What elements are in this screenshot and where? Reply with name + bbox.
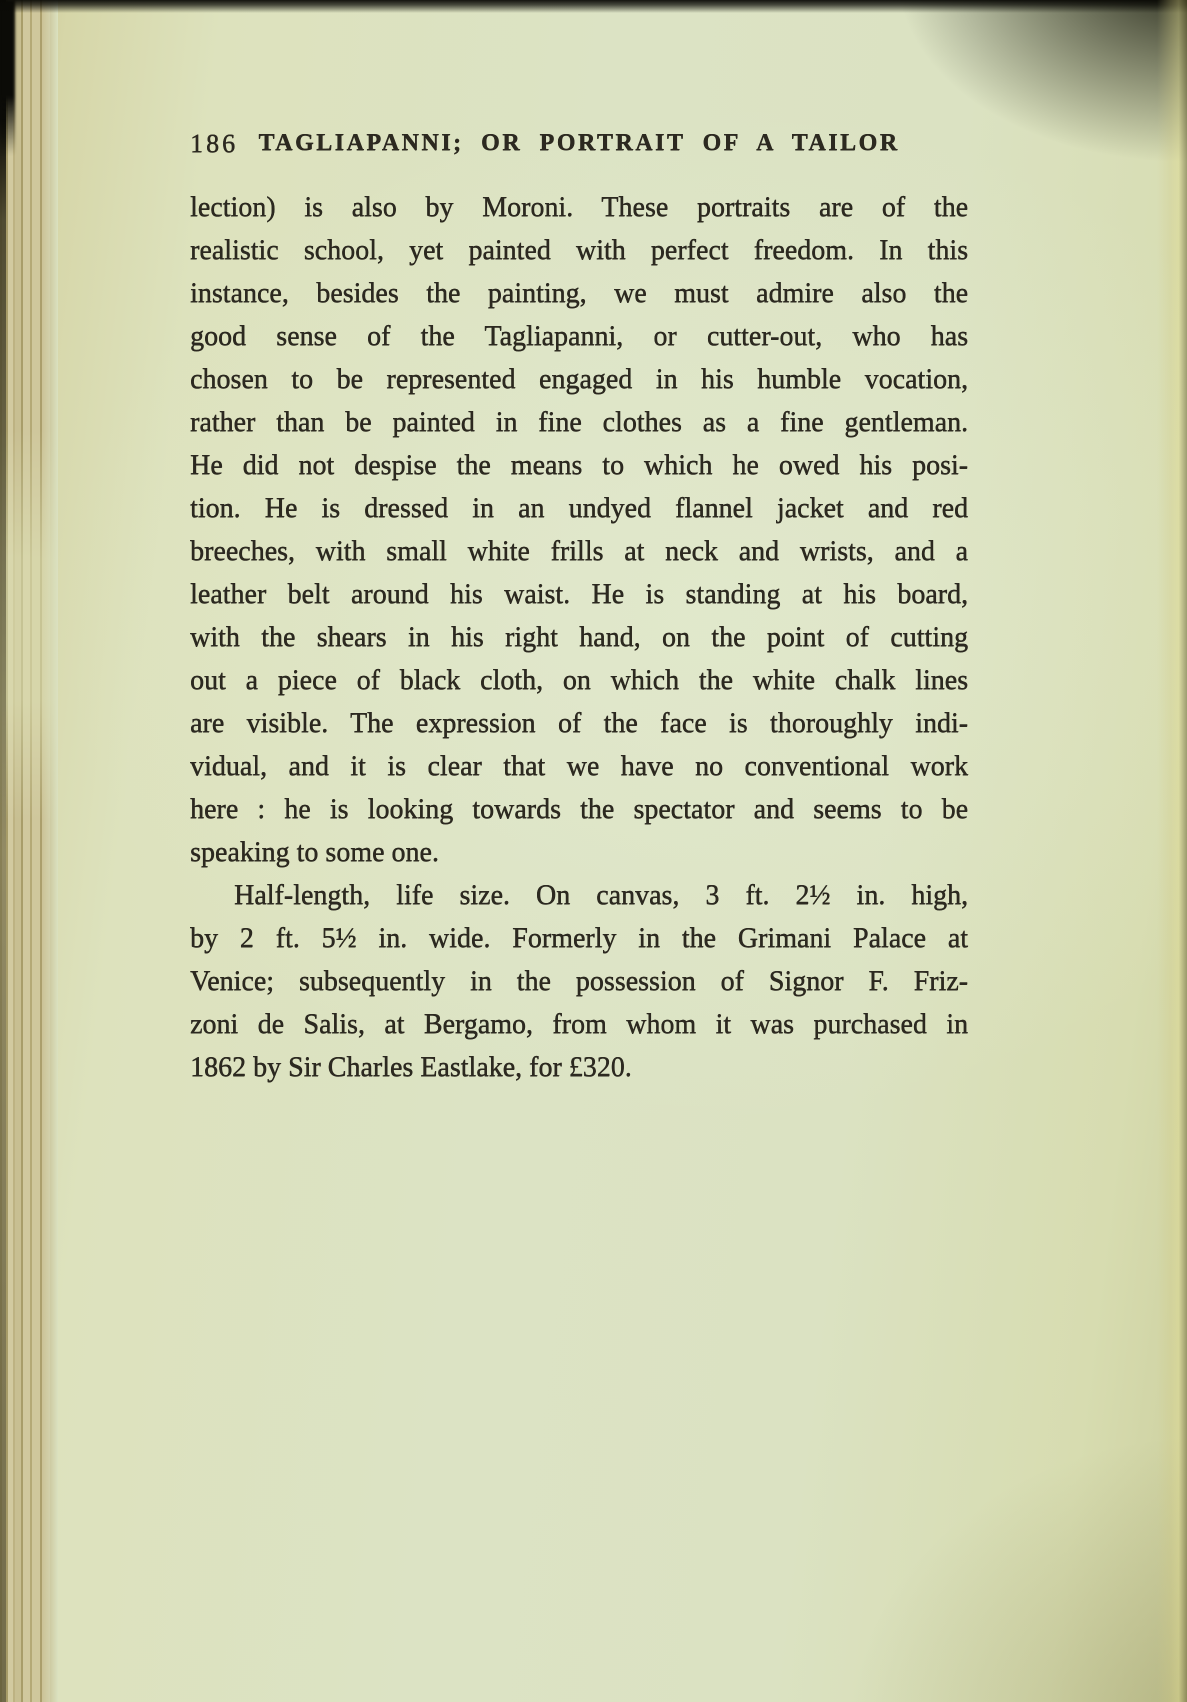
- text-line: out a piece of black cloth, on which the white chalk lines: [190, 665, 968, 696]
- text-line: leather belt around his waist. He is standing at his board,: [190, 579, 968, 610]
- text-line: by 2 ft. 5½ in. wide. Formerly in the Grimani Palace at: [190, 923, 968, 954]
- text-line: Venice; subsequently in the possession of Signor F. Friz-: [190, 966, 968, 997]
- running-title: TAGLIAPANNI; OR PORTRAIT OF A TAILOR: [258, 130, 900, 156]
- page-edges-left: [0, 0, 58, 1702]
- text-line: rather than be painted in fine clothes as a fine gentleman.: [190, 407, 968, 438]
- text-line: He did not despise the means to which he owed his posi-: [190, 450, 968, 481]
- page-number: 186: [190, 129, 238, 158]
- text-line: realistic school, yet painted with perfect freedom. In this: [190, 235, 968, 266]
- text-line: instance, besides the painting, we must admire also the: [190, 278, 968, 309]
- text-line: 1862 by Sir Charles Eastlake, for £320.: [190, 1052, 632, 1083]
- text-line: Half-length, life size. On canvas, 3 ft. 2½ in. high,: [234, 880, 968, 911]
- text-line: good sense of the Tagliapanni, or cutter-out, who has: [190, 321, 968, 352]
- text-column: [190, 127, 968, 1089]
- page-header: [190, 127, 968, 160]
- text-line: vidual, and it is clear that we have no conventional work: [190, 751, 968, 782]
- text-line: zoni de Salis, at Bergamo, from whom it was purchased in: [190, 1009, 968, 1040]
- text-line: chosen to be represented engaged in his humble vocation,: [190, 364, 968, 395]
- text-line: are visible. The expression of the face is thoroughly indi-: [190, 708, 968, 739]
- right-edge-shade: [1157, 0, 1187, 1702]
- spine-shadow-top-left: [0, 0, 15, 155]
- paragraph-2: [190, 874, 968, 1089]
- text-line: lection) is also by Moroni. These portraits are of the: [190, 192, 968, 223]
- top-edge-shadow: [0, 0, 1187, 13]
- text-line: here : he is looking towards the spectator and seems to be: [190, 794, 968, 825]
- text-line: with the shears in his right hand, on the point of cutting: [190, 622, 968, 653]
- text-line: tion. He is dressed in an undyed flannel jacket and red: [190, 493, 968, 524]
- text-line: breeches, with small white frills at neck and wrists, and a: [190, 536, 968, 567]
- text-line: speaking to some one.: [190, 837, 439, 868]
- paragraph-1: [190, 186, 968, 874]
